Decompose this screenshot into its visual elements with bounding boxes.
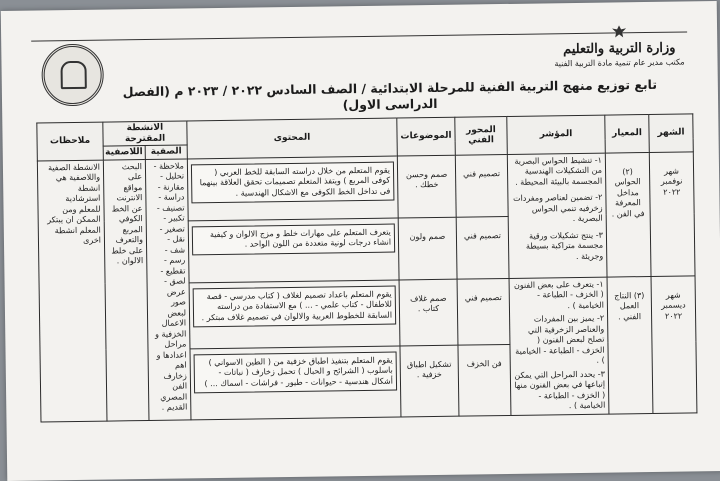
document-page (1, 1, 720, 481)
content-box: يقوم المتعلم بتنفيذ اطباق خزفية من ( الطين الاسواني ) باسلوب ( الشرائح و الحبال ) تحمل زخارف ( نباتات - أشكال هندسية - حيوانات - طيور - فراشات - اسماك ... ) (194, 352, 398, 394)
col-activities-class: الصفية (145, 145, 187, 159)
axis-cell: فن الخزف (458, 344, 511, 415)
col-month: الشهر (649, 114, 694, 152)
col-activities: الانشطة المقترحة (103, 121, 187, 146)
month-cell: شهر ديسمبر ٢٠٢٢ (651, 275, 697, 413)
topics-cell: تشكيل اطباق خزفية . (400, 345, 459, 416)
criterion-cell: (٢) الحواس مداخل المعرفة في الفن . (605, 152, 651, 277)
indicator-item: ٣- ينتج تشكيلات ورقية مجسمة متراكبة بسيطة وجريئة . (525, 230, 604, 261)
axis-cell: تصميم فني (455, 154, 508, 217)
title-line1: تابع توزيع منهج التربية الفنية للمرحلة الابتدائية / الصف السادس ٢٠٢٢ / ٢٠٢٣ م (174, 76, 658, 99)
col-indicator: المؤشر (507, 115, 606, 154)
content-box: يقوم المتعلم باعداد تصميم لغلاف ( كتاب مدرسي - قصة للاطفال - كتاب علمي - ... ) مع الاستفادة من دراسته السابقة للخطوط العربية والالوان في تصميم غلاف مبتكر . (193, 285, 397, 327)
notes-cell: الانشطة الصفية واللاصفية هي انشطة استرشادية للمعلم ومن الممكن ان يبتكر المعلم انشطة اخرى (37, 160, 107, 422)
indicator-item: ٣- يحدد المراحل التي يمكن إتباعها في بعض الفنون منها ( الخزف - الطباعة - الخيامية ) . (514, 369, 606, 411)
content-cell (189, 279, 400, 348)
table-header-row (37, 114, 693, 147)
activities-class-cell: ملاحظة - تحليل - مقارنة - دراسة - تصنيف - تكبير - تصغير - نقل - شف - رسم - تقطيع - لصق - عرض صور لبعض الاعمال الخزفية و مراحل اعدادها و اهم زخارف الفن المصري القديم . (145, 158, 191, 420)
topics-cell: صمم غلاف كتاب . (399, 279, 458, 346)
content-cell (187, 155, 398, 220)
ministry-header (549, 23, 690, 68)
topics-cell: صمم ولون (398, 217, 457, 280)
content-box: يقوم المتعلم من خلال دراسته السابقة للخط العربي ( كوفى المربع ) ويتفذ المتعلم تصميمات تحقق العلاقة بينهما فى تداخل الخط الكوفى مع الاشكال الهندسية . (191, 161, 395, 203)
activities-extra-cell: البحث على مواقع الانترنت عن الخط الكوفي المربع والتعرف على خلط الالوان . (103, 159, 149, 421)
col-activities-extra: اللاصفية (103, 146, 145, 160)
month-cell: شهر نوفمبر ٢٠٢٢ (649, 151, 695, 276)
criterion-cell: (٣) النتاج العمل الفني . (607, 276, 653, 414)
col-criterion: المعيار (605, 114, 650, 152)
topics-cell: صمم وحسن خطك . (397, 155, 456, 218)
indicator-item: ١- يتعرف على بعض الفنون ( الخزف - الطباعة - الخيامية ) . (513, 279, 604, 310)
office-name: مكتب مدير عام تنمية مادة التربية الفنية (554, 57, 685, 69)
content-cell (190, 346, 401, 419)
content-box: يتعرف المتعلم على مهارات خلط و مزج الالوان و كيفية انشاء درجات لونية متعددة من اللون الواحد . (192, 223, 395, 255)
ministry-name: وزارة التربية والتعليم (563, 40, 676, 58)
curriculum-table (36, 113, 697, 422)
indicator-cell (507, 153, 607, 278)
indicator-item: ٢- يميز بين المفردات والعناصر الزخرفية التي تصلح لبعض الفنون ( الخزف - الطباعة - الخيامية ) . (515, 313, 605, 365)
indicator-item: ٢- تضمين لعناصر ومفردات زخرفيه تنمي الحواس البصرية . (512, 192, 603, 224)
col-axis: المحور الفني (455, 116, 508, 154)
col-topics: الموضوعات (397, 117, 456, 155)
content-cell (188, 217, 399, 282)
eagle-emblem-icon (549, 23, 689, 42)
seal-logo-icon (41, 44, 104, 107)
axis-cell: تصميم فني (456, 216, 509, 279)
indicator-item: ١- تنشيط الحواس البصرية من التشكيلات الهندسية المجسمة بالبيئة المحيطة . (514, 155, 603, 187)
table-row (37, 151, 694, 222)
page-title (122, 77, 658, 116)
axis-cell: تصميم فني (457, 278, 510, 345)
title-line2: (الفصل الدراسى الاول) (122, 83, 438, 113)
indicator-cell (509, 277, 609, 415)
col-notes: ملاحظات (37, 122, 104, 160)
col-content: المحتوى (187, 118, 398, 158)
